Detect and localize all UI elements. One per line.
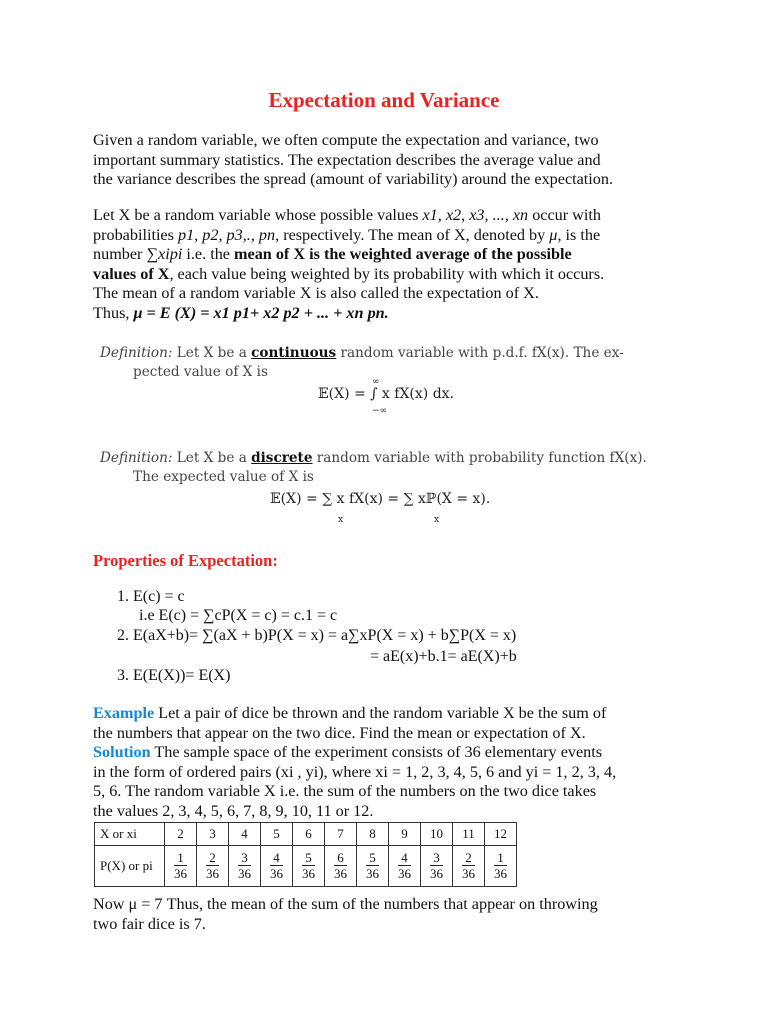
table-cell: 8 bbox=[357, 823, 389, 846]
table-cell: 10 bbox=[421, 823, 453, 846]
intro-line-2: important summary statistics. The expectation describes the average value and bbox=[93, 150, 601, 169]
table-cell: $\frac{6}{36}$ bbox=[325, 846, 357, 887]
intro-paragraph bbox=[93, 131, 678, 190]
table-cell: 3 bbox=[197, 823, 229, 846]
intro-line-1: Given a random variable, we often compute the expectation and variance, two bbox=[93, 131, 599, 149]
example-label: Example bbox=[93, 704, 155, 722]
table-cell: 4 bbox=[229, 823, 261, 846]
table-cell: $\frac{4}{36}$ bbox=[389, 846, 421, 887]
table-cell: $\frac{3}{36}$ bbox=[421, 846, 453, 887]
integral-upper-limit: ∞ bbox=[372, 377, 380, 387]
table-cell: $\frac{1}{36}$ bbox=[485, 846, 517, 887]
mean-line-3: number ∑xipi i.e. the mean of X is the weighted average of the possible bbox=[93, 245, 572, 263]
table-cell: 6 bbox=[293, 823, 325, 846]
continuous-definition: Definition: Let X be a continuous random variable with p.d.f. fX(x). The ex- pected value of X is bbox=[100, 345, 624, 380]
table-header-x: X or xi bbox=[95, 823, 165, 846]
property-3: 3. E(E(X))= E(X) bbox=[117, 667, 231, 684]
example-paragraph: Example Let a pair of dice be thrown and the random variable X be the sum of the numbers that appear on the two dice. Find the mean or expectation of X. Solution The sample space of the experiment consists of 36 elementary events in the form of ordered pairs (xi , yi), where xi = 1, 2, 3, 4, 5, 6 and yi = 1, 2, 3, 4, 5, 6. The random variable X i.e. the sum of the numbers on the two dice takes the values 2, 3, 4, 5, 6, 7, 8, 9, 10, 11 or 12. bbox=[93, 704, 617, 820]
property-1-explanation: i.e E(c) = ∑cP(X = c) = c.1 = c bbox=[139, 607, 338, 624]
mean-line-5: The mean of a random variable X is also called the expectation of X. bbox=[93, 284, 539, 302]
table-cell: $\frac{5}{36}$ bbox=[357, 846, 389, 887]
table-cell: 11 bbox=[453, 823, 485, 846]
table-cell: $\frac{4}{36}$ bbox=[261, 846, 293, 887]
table-row-p bbox=[95, 846, 517, 887]
table-cell: $\frac{2}{36}$ bbox=[197, 846, 229, 887]
property-2-result: = aE(x)+b.1= aE(X)+b bbox=[370, 648, 517, 665]
continuous-expectation-formula: 𝔼(X) = ∫ x fX(x) dx. bbox=[318, 386, 455, 402]
table-cell: 12 bbox=[485, 823, 517, 846]
mean-line-6: Thus, μ = E (X) = x1 p1+ x2 p2 + ... + xn pn. bbox=[93, 303, 389, 322]
mean-line-1: Let X be a random variable whose possible values x1, x2, x3, ..., xn occur with bbox=[93, 206, 601, 224]
conclusion-paragraph: Now μ = 7 Thus, the mean of the sum of the numbers that appear on throwing two fair dice is 7. bbox=[93, 895, 598, 933]
mean-definition-paragraph bbox=[93, 206, 678, 323]
table-header-p: P(X) or pi bbox=[95, 846, 165, 887]
sum-subscript-1: x bbox=[338, 515, 344, 525]
probability-table bbox=[94, 822, 517, 887]
property-2: 2. E(aX+b)= ∑(aX + b)P(X = x) = a∑xP(X = x) + b∑P(X = x) bbox=[117, 627, 517, 644]
properties-heading: Properties of Expectation: bbox=[93, 551, 278, 570]
table-cell: $\frac{2}{36}$ bbox=[453, 846, 485, 887]
sum-subscript-2: x bbox=[434, 515, 440, 525]
mean-line-2: probabilities p1, p2, p3,., pn, respectively. The mean of X, denoted by μ, is the bbox=[93, 225, 601, 244]
discrete-expectation-formula: 𝔼(X) = ∑ x fX(x) = ∑ xℙ(X = x). bbox=[270, 491, 491, 507]
table-row-x bbox=[95, 823, 517, 846]
discrete-definition: Definition: Let X be a discrete random variable with probability function fX(x). The expected value of X is bbox=[100, 450, 647, 485]
intro-line-3: the variance describes the spread (amount of variability) around the expectation. bbox=[93, 170, 614, 188]
mean-line-4: values of X, each value being weighted by its probability with which it occurs. bbox=[93, 264, 605, 283]
integral-lower-limit: −∞ bbox=[372, 406, 388, 416]
table-cell: $\frac{3}{36}$ bbox=[229, 846, 261, 887]
table-cell: 5 bbox=[261, 823, 293, 846]
table-cell: 9 bbox=[389, 823, 421, 846]
page-title: Expectation and Variance bbox=[268, 88, 500, 112]
table-cell: $\frac{1}{36}$ bbox=[165, 846, 197, 887]
table-cell: 2 bbox=[165, 823, 197, 846]
solution-label: Solution bbox=[93, 743, 151, 761]
table-cell: $\frac{5}{36}$ bbox=[293, 846, 325, 887]
table-cell: 7 bbox=[325, 823, 357, 846]
property-1: 1. E(c) = c bbox=[117, 588, 185, 605]
